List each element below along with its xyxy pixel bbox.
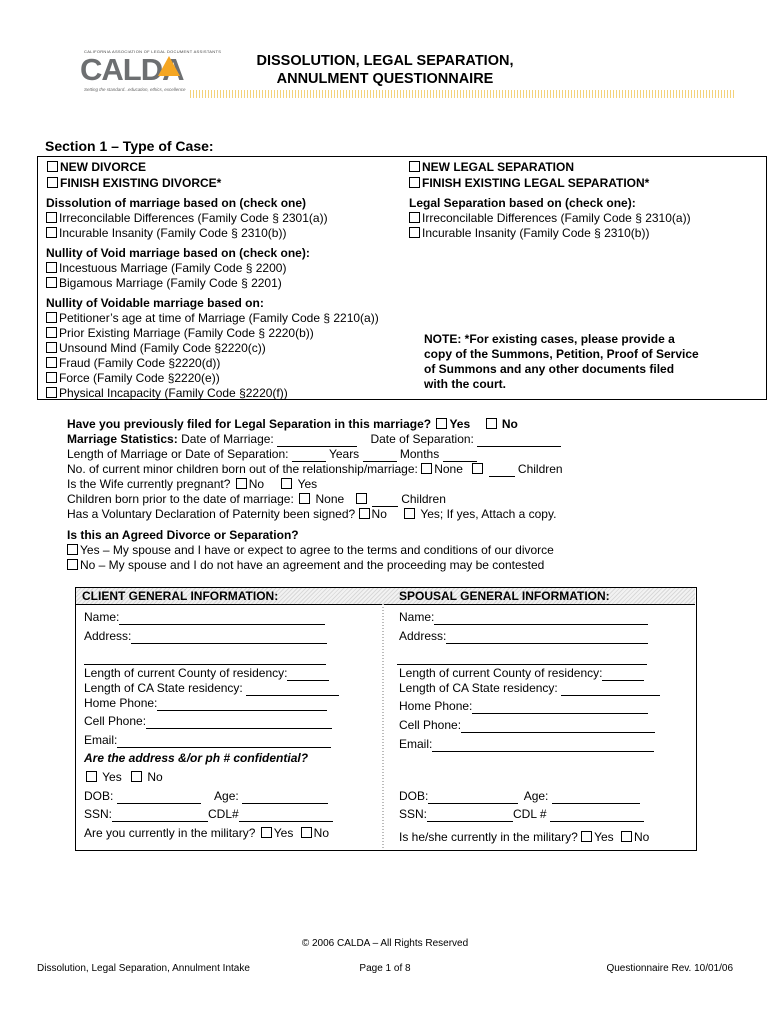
voidable-checkbox[interactable] [46, 387, 57, 398]
voidable-heading: Nullity of Voidable marriage based on: [46, 296, 264, 310]
spouse-address-row [399, 629, 648, 644]
client-age-label: Age: [214, 789, 239, 803]
spouse-ssn-label: SSN: [399, 807, 428, 821]
client-email-label: Email: [84, 733, 118, 747]
note-line: with the court. [424, 377, 506, 391]
new-divorce-label: NEW DIVORCE [60, 160, 147, 174]
spouse-home-phone-label: Home Phone: [399, 699, 473, 713]
client-cdl-field[interactable] [239, 809, 333, 822]
agreed-no-checkbox[interactable] [67, 559, 78, 570]
finish-legal-sep-option[interactable] [409, 176, 649, 191]
footer-left: Dissolution, Legal Separation, Annulment Intake [37, 963, 250, 974]
prev-filed-no-label: No [501, 417, 518, 431]
years-label: Years [328, 447, 360, 461]
client-address-label: Address: [84, 629, 132, 643]
pregnant-no-checkbox[interactable] [236, 478, 247, 489]
page-title [215, 52, 555, 88]
minor-children-row [67, 462, 563, 477]
spouse-military-label: Is he/she currently in the military? [399, 830, 578, 844]
client-address-line2-row [84, 647, 326, 665]
voidable-label: Physical Incapacity (Family Code §2220(f)) [59, 386, 288, 400]
confidential-yes-label: Yes [102, 770, 122, 784]
dissolution-heading: Dissolution of marriage based on (check one) [46, 196, 307, 210]
client-county-label: Length of current County of residency: [84, 666, 288, 680]
spouse-county-row [399, 666, 644, 681]
confidential-options [84, 770, 163, 785]
spouse-cdl-label: CDL # [513, 807, 547, 821]
finish-divorce-label: FINISH EXISTING DIVORCE* [60, 176, 222, 190]
general-info-header-rule [76, 604, 695, 605]
client-dob-label: DOB: [84, 789, 114, 803]
spouse-state-field[interactable] [561, 683, 660, 696]
voidable-item[interactable] [46, 356, 220, 371]
ls-incurable-checkbox[interactable] [409, 227, 420, 238]
new-divorce-option[interactable] [47, 160, 146, 175]
section1-top-rule [37, 156, 767, 157]
paternity-yes-label: Yes; If yes, Attach a copy. [420, 507, 557, 521]
ls-irreconcilable-label: Irreconcilable Differences (Family Code § 2310(a)) [422, 211, 691, 225]
spouse-age-label: Age: [523, 789, 549, 803]
client-ssn-row [84, 807, 333, 822]
voidable-label: Unsound Mind (Family Code §2220(c)) [59, 341, 266, 355]
children-prior-label: Children born prior to the date of marriage: [67, 492, 294, 506]
prev-filed-yes-checkbox[interactable] [436, 418, 447, 429]
wife-pregnant-label: Is the Wife currently pregnant? [67, 477, 231, 491]
client-name-field[interactable] [119, 612, 325, 625]
pregnant-yes-checkbox[interactable] [281, 478, 292, 489]
ls-irreconcilable-checkbox[interactable] [409, 212, 420, 223]
children-prior-children-label: Children [401, 492, 446, 506]
client-military-yes-checkbox[interactable] [261, 827, 272, 838]
void-heading: Nullity of Void marriage based on (check one): [46, 246, 310, 260]
voidable-item[interactable] [46, 311, 379, 326]
minor-children-label: No. of current minor children born out of the relationship/marriage: [67, 462, 418, 476]
months-field[interactable] [363, 449, 397, 462]
agreed-yes-label: Yes – My spouse and I have or expect to agree to the terms and conditions of our divorce [80, 543, 554, 557]
client-military-yes-label: Yes [273, 826, 294, 840]
client-name-label: Name: [84, 610, 120, 624]
prev-filed-label: Have you previously filed for Legal Separation in this marriage? [67, 417, 432, 431]
client-address-line2-field[interactable] [84, 652, 326, 665]
logo-triangle-icon [158, 56, 180, 76]
client-address-field[interactable] [131, 631, 327, 644]
agreed-no-option[interactable] [67, 558, 544, 573]
void-bigamous-label: Bigamous Marriage (Family Code § 2201) [59, 276, 282, 290]
void-incest-option[interactable] [46, 261, 286, 276]
voidable-label: Fraud (Family Code §2220(d)) [59, 356, 221, 370]
voidable-item[interactable] [46, 371, 220, 386]
children-prior-none-label: None [315, 492, 345, 506]
spouse-cdl-field[interactable] [550, 809, 644, 822]
agreed-yes-option[interactable] [67, 543, 554, 558]
note-line: NOTE: *For existing cases, please provide a [424, 332, 675, 346]
client-cell-phone-label: Cell Phone: [84, 714, 147, 728]
minor-children-none-checkbox[interactable] [421, 463, 432, 474]
months-trailing-field[interactable] [443, 449, 477, 462]
client-cell-phone-field[interactable] [146, 716, 332, 729]
spouse-name-field[interactable] [434, 612, 648, 625]
client-address-row [84, 629, 327, 644]
spouse-state-row [399, 681, 660, 696]
client-dob-row [84, 789, 328, 804]
prev-filed-no-checkbox[interactable] [486, 418, 497, 429]
voidable-item[interactable] [46, 326, 314, 341]
agreed-heading: Is this an Agreed Divorce or Separation? [67, 528, 299, 542]
diss-incurable-label: Incurable Insanity (Family Code § 2310(b)) [59, 226, 287, 240]
spouse-age-field[interactable] [552, 791, 640, 804]
client-state-field[interactable] [246, 683, 339, 696]
spouse-military-no-label: No [634, 830, 650, 844]
children-prior-row [67, 492, 446, 507]
minor-children-count-field[interactable] [489, 464, 515, 477]
spouse-military-yes-label: Yes [594, 830, 614, 844]
voidable-checkbox[interactable] [46, 312, 57, 323]
existing-cases-note [424, 332, 699, 392]
logo-tagline: Setting the standard...education, ethics, excellence [84, 87, 186, 92]
children-prior-none-checkbox[interactable] [299, 493, 310, 504]
minor-children-count-checkbox[interactable] [472, 463, 483, 474]
void-incest-label: Incestuous Marriage (Family Code § 2200) [59, 261, 287, 275]
children-prior-count-checkbox[interactable] [356, 493, 367, 504]
client-military-row [84, 826, 329, 841]
spouse-ssn-row [399, 807, 644, 822]
client-home-phone-field[interactable] [157, 698, 327, 711]
date-of-marriage-field[interactable] [277, 434, 357, 447]
spouse-name-label: Name: [399, 610, 435, 624]
spouse-address-label: Address: [399, 629, 447, 643]
marriage-stats-row [67, 432, 561, 447]
client-home-phone-label: Home Phone: [84, 696, 158, 710]
spouse-dob-row [399, 789, 640, 804]
void-incest-checkbox[interactable] [46, 262, 57, 273]
spouse-ssn-field[interactable] [427, 809, 513, 822]
prev-filed-row [67, 417, 518, 432]
minor-children-children-label: Children [517, 462, 563, 476]
header-stripe [190, 90, 735, 98]
voidable-label: Force (Family Code §2220(e)) [59, 371, 220, 385]
section1-right-rule [766, 156, 767, 400]
client-military-no-label: No [313, 826, 330, 840]
paternity-row [67, 507, 556, 522]
voidable-item[interactable] [46, 341, 266, 356]
client-email-row [84, 733, 331, 748]
new-legal-sep-option[interactable] [409, 160, 574, 175]
confidential-question: Are the address &/or ph # confidential? [84, 751, 309, 765]
minor-children-none-label: None [434, 462, 463, 476]
logo-subtitle: CALIFORNIA ASSOCIATION OF LEGAL DOCUMENT ASSISTANTS [84, 49, 222, 54]
spouse-address-field[interactable] [446, 631, 648, 644]
ls-irreconcilable-option[interactable] [409, 211, 691, 226]
title-line-1: DISSOLUTION, LEGAL SEPARATION, [256, 53, 514, 69]
spouse-county-label: Length of current County of residency: [399, 666, 603, 680]
spouse-military-yes-checkbox[interactable] [581, 831, 592, 842]
voidable-checkbox[interactable] [46, 327, 57, 338]
client-county-row [84, 666, 329, 681]
paternity-no-checkbox[interactable] [359, 508, 370, 519]
pregnant-no-label: No [248, 477, 265, 491]
spouse-military-row [399, 830, 649, 845]
client-military-label: Are you currently in the military? [84, 826, 256, 840]
spouse-cell-phone-field[interactable] [461, 720, 655, 733]
spouse-email-label: Email: [399, 737, 433, 751]
voidable-label: Prior Existing Marriage (Family Code § 2220(b)) [59, 326, 314, 340]
voidable-checkbox[interactable] [46, 357, 57, 368]
spouse-home-phone-row [399, 699, 648, 714]
years-field[interactable] [292, 449, 326, 462]
spouse-dob-field[interactable] [428, 791, 518, 804]
client-state-label: Length of CA State residency: [84, 681, 243, 695]
client-ssn-label: SSN: [84, 807, 113, 821]
client-home-phone-row [84, 696, 327, 711]
void-bigamous-option[interactable] [46, 276, 282, 291]
diss-irreconcilable-option[interactable] [46, 211, 328, 226]
new-divorce-checkbox[interactable] [47, 161, 58, 172]
client-cell-phone-row [84, 714, 332, 729]
pregnant-yes-label: Yes [297, 477, 318, 491]
diss-irreconcilable-label: Irreconcilable Differences (Family Code § 2301(a)) [59, 211, 328, 225]
client-age-field[interactable] [242, 791, 328, 804]
prev-filed-yes-label: Yes [449, 417, 471, 431]
footer-page-number: Page 1 of 8 [359, 963, 411, 974]
note-line: copy of the Summons, Petition, Proof of Service [424, 347, 699, 361]
section1-left-rule [37, 156, 38, 400]
confidential-no-label: No [147, 770, 163, 784]
finish-divorce-option[interactable] [47, 176, 221, 191]
confidential-no-checkbox[interactable] [131, 771, 142, 782]
client-cdl-label: CDL# [208, 807, 239, 821]
voidable-checkbox[interactable] [46, 372, 57, 383]
spouse-home-phone-field[interactable] [472, 701, 648, 714]
spouse-email-field[interactable] [432, 739, 654, 752]
voidable-checkbox[interactable] [46, 342, 57, 353]
spouse-address-line2-row [397, 647, 647, 665]
spouse-address-line2-field[interactable] [397, 652, 647, 665]
ls-incurable-label: Incurable Insanity (Family Code § 2310(b)) [422, 226, 650, 240]
footer-right: Questionnaire Rev. 10/01/06 [606, 963, 733, 974]
title-line-2: ANNULMENT QUESTIONNAIRE [276, 71, 494, 87]
date-of-marriage-label: Date of Marriage: [181, 432, 274, 446]
new-legal-sep-label: NEW LEGAL SEPARATION [422, 160, 575, 174]
spouse-county-field[interactable] [602, 668, 644, 681]
spouse-military-no-checkbox[interactable] [621, 831, 632, 842]
voidable-label: Petitioner’s age at time of Marriage (Family Code § 2210(a)) [59, 311, 379, 325]
spouse-dob-label: DOB: [399, 789, 429, 803]
column-divider [382, 604, 384, 848]
paternity-label: Has a Voluntary Declaration of Paternity been signed? [67, 507, 356, 521]
client-email-field[interactable] [117, 735, 331, 748]
children-prior-count-field[interactable] [372, 494, 398, 507]
agreed-no-label: No – My spouse and I do not have an agreement and the proceeding may be contested [80, 558, 545, 572]
wife-pregnant-row [67, 477, 317, 492]
client-state-row [84, 681, 339, 696]
marriage-stats-label: Marriage Statistics: [67, 432, 178, 446]
spouse-name-row [399, 610, 648, 625]
paternity-yes-checkbox[interactable] [404, 508, 415, 519]
length-row [67, 447, 477, 462]
footer-copyright: © 2006 CALDA – All Rights Reserved [301, 938, 469, 949]
client-dob-field[interactable] [117, 791, 201, 804]
ls-incurable-option[interactable] [409, 226, 649, 241]
diss-irreconcilable-checkbox[interactable] [46, 212, 57, 223]
spouse-cell-phone-label: Cell Phone: [399, 718, 462, 732]
spouse-email-row [399, 737, 654, 752]
spouse-info-heading: SPOUSAL GENERAL INFORMATION: [399, 589, 610, 603]
new-legal-sep-checkbox[interactable] [409, 161, 420, 172]
agreed-yes-checkbox[interactable] [67, 544, 78, 555]
client-info-heading: CLIENT GENERAL INFORMATION: [82, 589, 279, 603]
section1-heading: Section 1 – Type of Case: [45, 138, 214, 154]
finish-divorce-checkbox[interactable] [47, 177, 58, 188]
client-county-field[interactable] [287, 668, 329, 681]
date-of-separation-field[interactable] [477, 434, 561, 447]
voidable-item[interactable] [46, 386, 288, 401]
confidential-yes-checkbox[interactable] [86, 771, 97, 782]
finish-legal-sep-label: FINISH EXISTING LEGAL SEPARATION* [422, 176, 650, 190]
diss-incurable-option[interactable] [46, 226, 286, 241]
length-label: Length of Marriage or Date of Separation: [67, 447, 289, 461]
client-military-no-checkbox[interactable] [301, 827, 312, 838]
finish-legal-sep-checkbox[interactable] [409, 177, 420, 188]
paternity-no-label: No [371, 507, 387, 521]
void-bigamous-checkbox[interactable] [46, 277, 57, 288]
date-of-separation-label: Date of Separation: [370, 432, 474, 446]
client-name-row [84, 610, 325, 625]
client-ssn-field[interactable] [112, 809, 208, 822]
spouse-cell-phone-row [399, 718, 655, 733]
note-line: of Summons and any other documents filed [424, 362, 675, 376]
legal-sep-heading: Legal Separation based on (check one): [409, 196, 636, 210]
logo-wordmark: CALDA [80, 52, 184, 87]
diss-incurable-checkbox[interactable] [46, 227, 57, 238]
months-label: Months [399, 447, 440, 461]
spouse-state-label: Length of CA State residency: [399, 681, 558, 695]
